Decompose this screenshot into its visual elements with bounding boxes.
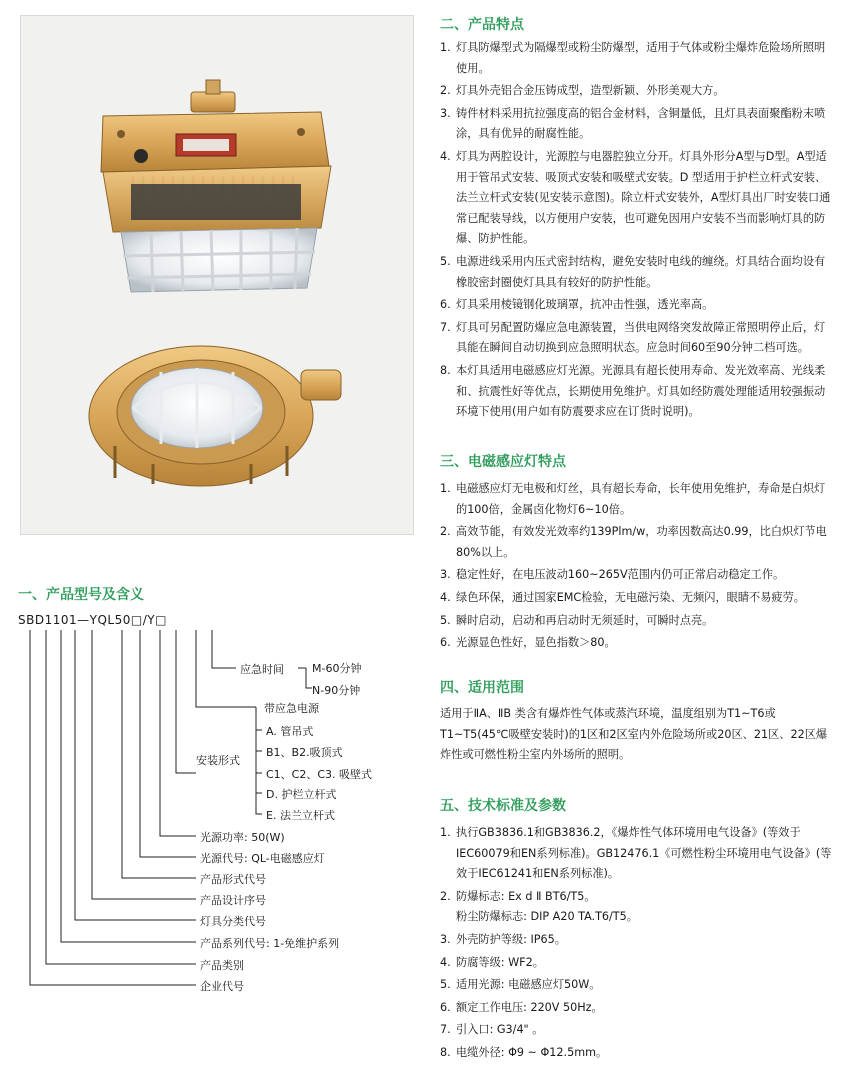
label-m60: M-60分钟 <box>312 662 362 675</box>
list-item: 4. 绿色环保，通过国家EMC检验，无电磁污染、无频闪，眼睛不易疲劳。 <box>440 590 805 604</box>
label-company: 企业代号 <box>200 980 244 993</box>
install-form-e: E. 法兰立杆式 <box>266 809 335 822</box>
scope-text: 适用于ⅡA、ⅡB 类含有爆炸性气体或蒸汽环境，温度组别为T1~T6或T1~T5(45℃吸壁安装时)的1区和2区室内外危险场所或20区、21区、22区爆炸性或可燃性粉尘室内外场所的照明。 <box>440 707 828 762</box>
list-item: 4. 灯具为两腔设计，光源腔与电器腔独立分开。灯具外形分A型与D型。A型适用于管吊式安装、吸顶式安装和吸壁式安装。D 型适用于护栏立杆式安装、法兰立杆式安装(见安装示意图)。除立杆式安装外，A型灯具出厂时安装口通常已配装导线，以方便用户安装，也可避免因用户安装不当而影响灯具的防爆、防护性能。 <box>440 149 831 246</box>
section-title-scope: 四、适用范围 <box>440 680 524 696</box>
label-form-code: 产品形式代号 <box>200 873 266 886</box>
list-item: 6. 额定工作电压: 220V 50Hz。 <box>440 1000 603 1014</box>
install-form-d: D. 护栏立杆式 <box>266 788 337 801</box>
install-form-a: A. 管吊式 <box>266 725 314 738</box>
section-title-induction-lamp: 三、电磁感应灯特点 <box>440 454 566 470</box>
list-item: 3. 稳定性好，在电压波动160~265V范围内仍可正常启动稳定工作。 <box>440 568 785 582</box>
list-item: 7. 灯具可另配置防爆应急电源装置，当供电网络突发故障正常照明停止后，灯具能在瞬间自动切换到应急照明状态。应急时间60至90分钟二档可选。 <box>440 320 826 355</box>
list-item: 3. 铸件材料采用抗拉强度高的铝合金材料，含铜量低，且灯具表面聚酯粉末喷涂，具有优异的耐腐性能。 <box>440 106 826 141</box>
list-item: 6. 灯具采用棱镜钢化玻璃罩，抗冲击性强，透光率高。 <box>440 298 714 312</box>
list-item: 8. 电缆外径: Φ9 ~ Φ12.5mm。 <box>440 1045 608 1059</box>
section-title-model: 一、产品型号及含义 <box>18 587 144 603</box>
list-item: 5. 电源进线采用内压式密封结构，避免安装时电线的缠绕。灯具结合面均设有橡胶密封圈使灯具具有较好的防护性能。 <box>440 254 826 289</box>
standards-list <box>440 823 832 1066</box>
list-item: 2. 高效节能，有效发光效率约139Plm/w，功率因数高达0.99，比白炽灯节电80%以上。 <box>440 525 827 559</box>
label-emergency-power: 带应急电源 <box>264 702 319 715</box>
list-item: 2. 灯具外壳铝合金压铸成型，造型新颖、外形美观大方。 <box>440 84 725 98</box>
label-series-code: 产品系列代号: 1-免维护系列 <box>200 937 340 950</box>
list-item: 1. 电磁感应灯无电极和灯丝，具有超长寿命，长年使用免维护，寿命是白炽灯的100倍，金属卤化物灯6~10倍。 <box>440 482 826 516</box>
label-install-form: 安装形式 <box>196 754 240 767</box>
list-item: 2. 防爆标志: Ex d Ⅱ BT6/T5。 粉尘防爆标志: DIP A20 TA.T6/T5。 <box>440 889 638 924</box>
list-item: 5. 适用光源: 电磁感应灯50W。 <box>440 978 601 992</box>
label-source-code: 光源代号: QL-电磁感应灯 <box>200 852 325 865</box>
features-list <box>440 38 832 425</box>
list-item: 8. 本灯具适用电磁感应灯光源。光源具有超长使用寿命、发光效率高、光线柔和、抗震性好等优点，长期使用免维护。灯具如经防震处理能适用较强振动环境下使用(用户如有防震要求应在订货时说明)。 <box>440 363 826 419</box>
install-form-b: B1、B2.吸顶式 <box>266 746 343 759</box>
label-emergency-time: 应急时间 <box>240 663 284 676</box>
label-lamp-class: 灯具分类代号 <box>200 915 266 928</box>
install-form-c: C1、C2、C3. 吸壁式 <box>266 768 373 781</box>
list-item: 1. 执行GB3836.1和GB3836.2，《爆炸性气体环境用电气设备》(等效于IEC60079和EN系列标准)。GB12476.1《可燃性粉尘环境用电气设备》(等效于IEC61241和EN系列标准)。 <box>440 826 832 881</box>
list-item: 4. 防腐等级: WF2。 <box>440 955 544 969</box>
list-item: 5. 瞬时启动，启动和再启动时无须延时，可瞬时点亮。 <box>440 613 714 627</box>
model-breakdown-lines <box>0 0 420 1071</box>
dust-mark: 粉尘防爆标志: DIP A20 TA.T6/T5。 <box>456 910 638 924</box>
induction-lamp-list <box>440 479 832 656</box>
section-title-standards: 五、技术标准及参数 <box>440 798 566 814</box>
list-item: 3. 外壳防护等级: IP65。 <box>440 932 566 946</box>
list-item: 6. 光源显色性好，显色指数＞80。 <box>440 636 616 650</box>
label-power: 光源功率: 50(W) <box>200 831 285 844</box>
list-item: 7. 引入口: G3/4" 。 <box>440 1023 544 1037</box>
label-category: 产品类别 <box>200 959 244 972</box>
model-code: SBD1101—YQL50□/Y□ <box>18 613 167 627</box>
list-item: 1. 灯具防爆型式为隔爆型或粉尘防爆型，适用于气体或粉尘爆炸危险场所照明使用。 <box>440 41 826 75</box>
label-design-seq: 产品设计序号 <box>200 894 266 907</box>
label-n90: N-90分钟 <box>312 684 361 697</box>
section-title-features: 二、产品特点 <box>440 17 524 33</box>
